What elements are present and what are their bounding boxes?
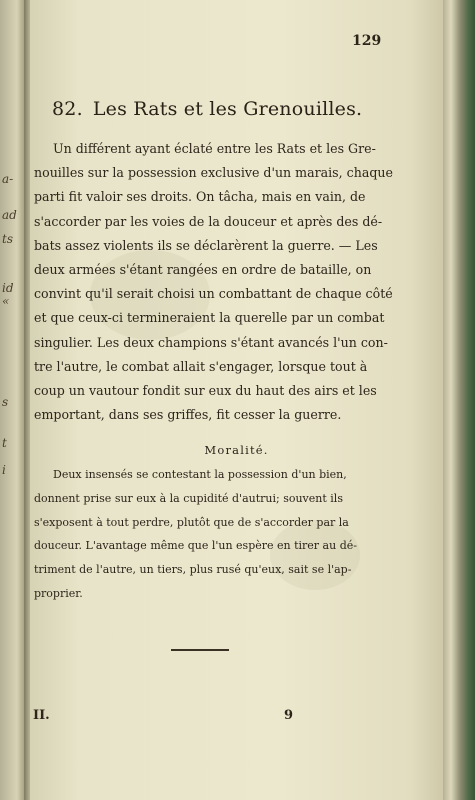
body-line: convint qu'il serait choisi un combattant de chaque côté: [34, 286, 393, 302]
morality-line: donnent prise sur eux à la cupidité d'autrui; souvent ils: [34, 491, 343, 505]
left-page-fragment: ts: [2, 232, 13, 246]
body-line: deux armées s'étant rangées en ordre de bataille, on: [34, 262, 372, 278]
body-line: s'accorder par les voies de la douceur et après des dé-: [34, 213, 383, 229]
morality-line: triment de l'autre, un tiers, plus rusé qu'eux, sait se l'ap-: [34, 563, 352, 577]
fable-body: [34, 137, 393, 427]
body-line: singulier. Les deux champions s'étant avancés l'un con-: [34, 334, 388, 350]
body-line: et que ceux-ci termineraient la querelle par un combat: [34, 310, 385, 326]
signature-number: 9: [284, 708, 294, 723]
page-edge: [443, 0, 475, 800]
morality-body: [34, 463, 384, 606]
left-page-fragment: a-: [2, 172, 14, 186]
morality-heading: Moralité.: [204, 443, 269, 457]
body-line: bats assez violents ils se déclarèrent la guerre. — Les: [34, 237, 378, 253]
body-line: parti fit valoir ses droits. On tâcha, mais en vain, de: [34, 189, 366, 205]
body-line: nouilles sur la possession exclusive d'un marais, chaque: [34, 165, 393, 181]
page-number: 129: [352, 33, 382, 49]
body-line: Un différent ayant éclaté entre les Rats et les Gre-: [53, 141, 376, 156]
left-page-fragment: id: [2, 281, 14, 295]
left-page-fragment: t: [2, 436, 7, 450]
signature-mark: II.: [33, 708, 50, 723]
body-line: tre l'autre, le combat allait s'engager, lorsque tout à: [34, 358, 368, 374]
morality-line: proprier.: [34, 586, 83, 600]
body-line: coup un vautour fondit sur eux du haut des airs et les: [34, 383, 377, 399]
left-page-fragment: s: [2, 395, 9, 409]
body-line: emportant, dans ses griffes, fit cesser la guerre.: [34, 407, 342, 423]
fable-heading: [52, 98, 362, 120]
left-page-fragment: i: [2, 463, 6, 477]
left-page-fragment: «: [2, 294, 10, 308]
fable-number: 82.: [52, 98, 83, 120]
section-divider: [171, 649, 229, 651]
fable-title: Les Rats et les Grenouilles.: [92, 98, 363, 120]
left-page-margin: [0, 0, 24, 800]
morality-line: douceur. L'avantage même que l'un espère en tirer au dé-: [34, 539, 357, 553]
left-page-fragment: ad: [2, 208, 17, 222]
morality-line: Deux insensés se contestant la possession d'un bien,: [53, 468, 347, 481]
morality-line: s'exposent à tout perdre, plutôt que de s'accorder par la: [34, 515, 349, 529]
book-page: [30, 0, 443, 800]
